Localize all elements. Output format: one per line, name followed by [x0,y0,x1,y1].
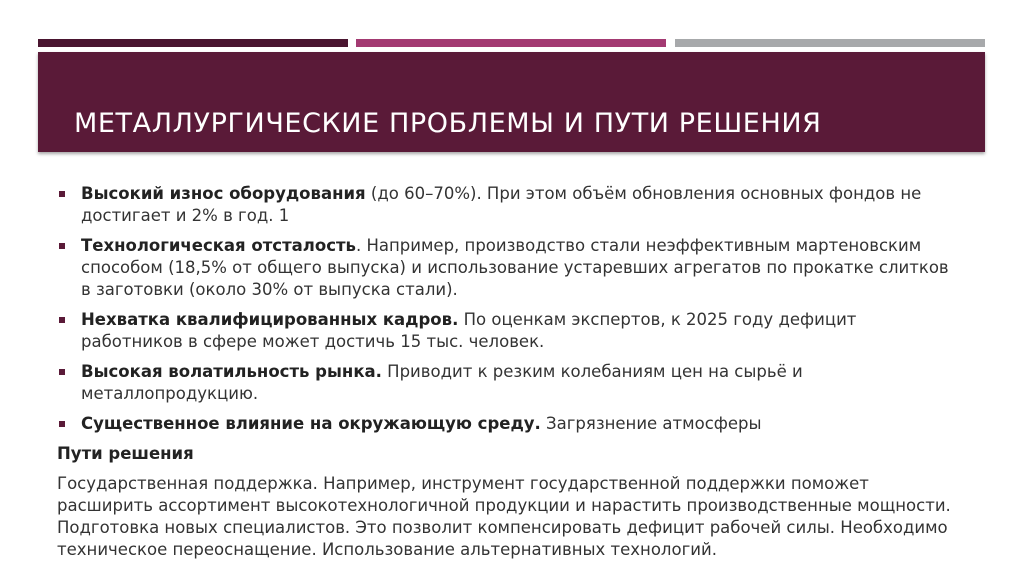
bullet-bold: Высокая волатильность рынка. [81,362,382,381]
square-bullet-icon [59,191,65,197]
bullet-text: По оценкам экспертов, к 2025 году дефицит работников в сфере может достичь 15 тыс. человек. [81,310,857,351]
bullet-bold: Нехватка квалифицированных кадров. [81,310,459,329]
square-bullet-icon [59,243,65,249]
square-bullet-icon [59,317,65,323]
slide-title: МЕТАЛЛУРГИЧЕСКИЕ ПРОБЛЕМЫ И ПУТИ РЕШЕНИЯ [74,108,822,139]
bullet-text: Загрязнение атмосферы [540,414,762,433]
accent-strip-gray [675,39,985,47]
bullet-bold: Высокий износ оборудования [81,184,366,203]
accent-strip-magenta [356,39,666,47]
square-bullet-icon [59,421,65,427]
bullet-text: . Например, производство стали неэффективным мартеновским способом (18,5% от общего выпуска) и использование устаревших агрегатов по прокатке слитков в заготовки (около 30% от выпуска стали). [81,236,949,299]
slide-content [57,183,957,561]
bullet-bold: Технологическая отсталость [81,236,356,255]
bullet-text: Приводит к резким колебаниям цен на сырьё и металлопродукцию. [81,362,803,403]
bullet-bold: Существенное влияние на окружающую среду. [81,414,541,433]
bullet-item [57,309,957,353]
bullet-item [57,235,957,301]
bullet-text: (до 60–70%). При этом объём обновления основных фондов не достигает и 2% в год. 1 [81,184,922,225]
bullet-item [57,413,957,435]
solutions-heading: Пути решения [57,444,194,463]
square-bullet-icon [59,369,65,375]
solutions-paragraph: Государственная поддержка. Например, инструмент государственной поддержки поможет расширить ассортимент высокотехнологичной продукции и нарастить производственные мощности. Подготовка новых специалистов. Это позволит компенсировать дефицит рабочей силы. Необходимо техническое переоснащение. Использование альтернативных технологий. [57,474,951,559]
accent-strip-dark [38,39,348,47]
bullet-item [57,183,957,227]
bullet-item [57,361,957,405]
